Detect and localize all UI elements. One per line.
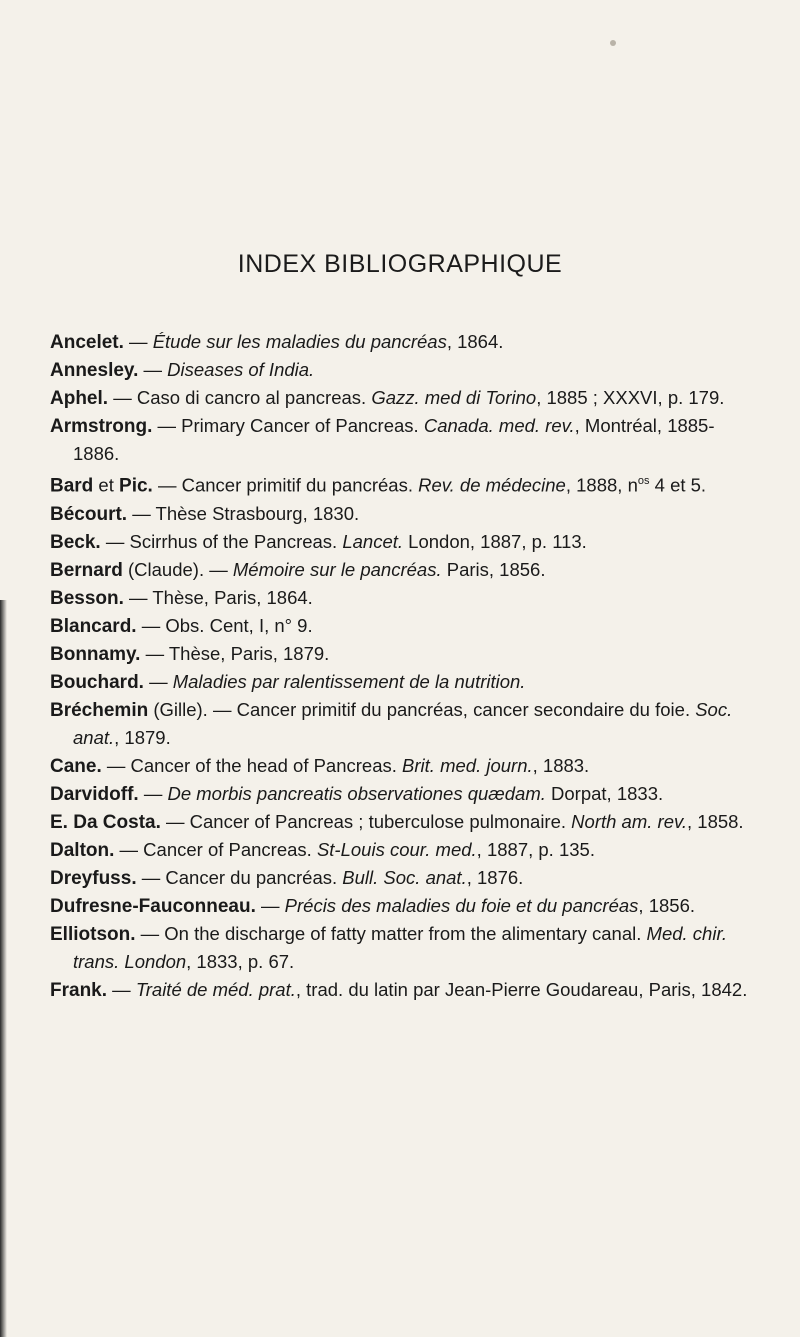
entry-text: — Primary Cancer of Pancreas. <box>152 415 424 436</box>
entry-title: Lancet. <box>342 530 404 552</box>
entry-text: , 1858. <box>687 810 744 832</box>
entry-text: (Claude). — <box>122 558 233 580</box>
paper-speck <box>610 40 616 46</box>
entry-text: — Caso di cancro al pancreas. <box>108 387 372 408</box>
bibliography-entry <box>50 412 750 468</box>
bibliography-entry <box>50 328 750 356</box>
entry-title: St-Louis cour. med. <box>316 838 477 860</box>
entry-author: Ancelet. <box>50 332 124 353</box>
bibliography-list <box>50 328 750 1004</box>
entry-text: — On the discharge of fatty matter from the alimentary canal. <box>135 922 647 944</box>
entry-title: Gazz. med di Torino <box>371 387 537 408</box>
bibliography-entry <box>50 500 750 528</box>
entry-title: Brit. med. journ. <box>402 754 533 776</box>
entry-text: — <box>143 670 173 692</box>
entry-title: De morbis pancreatis observationes quædam. <box>167 782 546 804</box>
entry-title: Soc. anat. <box>73 698 733 748</box>
entry-coauthor: Pic. <box>119 475 153 497</box>
bibliography-entry <box>50 808 750 836</box>
entry-text: et <box>93 474 120 496</box>
entry-author: E. Da Costa. <box>50 811 161 833</box>
entry-title: Bull. Soc. anat. <box>342 866 467 888</box>
bibliography-entry <box>50 752 750 780</box>
bibliography-entry <box>50 668 750 696</box>
page-title: INDEX BIBLIOGRAPHIQUE <box>237 250 563 278</box>
bibliography-entry <box>50 528 750 556</box>
entry-author: Blancard. <box>50 615 137 637</box>
entry-author: Aphel. <box>50 388 109 409</box>
entry-author: Annesley. <box>50 360 139 381</box>
entry-title: Étude sur les maladies du pancréas <box>152 331 447 352</box>
bibliography-entry <box>50 696 750 752</box>
entry-author: Besson. <box>50 587 124 609</box>
entry-author: Bécourt. <box>50 503 128 525</box>
entry-text: — Cancer of Pancreas ; tuberculose pulmonaire. <box>160 810 572 832</box>
bibliography-entry <box>50 356 750 384</box>
entry-text: — Cancer of Pancreas. <box>114 838 317 860</box>
entry-text: — Obs. Cent, I, n° 9. <box>136 614 313 636</box>
entry-text: — <box>138 782 168 804</box>
page-edge-shadow <box>0 600 7 1337</box>
bibliography-entry <box>50 384 750 412</box>
entry-text: , 1833, p. 67. <box>186 950 295 972</box>
entry-author: Darvidoff. <box>50 783 139 805</box>
bibliography-entry <box>50 556 750 584</box>
bibliography-entry <box>50 864 750 892</box>
entry-text: — <box>255 894 285 916</box>
entry-text: , 1856. <box>638 894 695 916</box>
entry-text: — Thèse Strasbourg, 1830. <box>127 502 360 524</box>
entry-text: — Scirrhus of the Pancreas. <box>100 530 343 552</box>
entry-author: Bréchemin <box>50 699 149 721</box>
entry-title: Traité de méd. prat. <box>135 978 296 1000</box>
entry-text: , 1887, p. 135. <box>476 838 595 860</box>
bibliography-entry <box>50 780 750 808</box>
entry-text: Dorpat, 1833. <box>545 782 664 804</box>
entry-text: — <box>123 331 153 352</box>
entry-text: , 1883. <box>532 754 590 776</box>
bibliography-entry <box>50 640 750 668</box>
entry-text: — Thèse, Paris, 1864. <box>123 586 313 608</box>
entry-title: Canada. med. rev. <box>423 415 575 436</box>
entry-title: Précis des maladies du foie et du pancréas <box>284 894 639 916</box>
bibliography-entry <box>50 892 750 920</box>
entry-author: Dreyfuss. <box>50 867 137 889</box>
entry-text: , 1885 ; XXXVI, p. 179. <box>536 387 725 408</box>
entry-title: North am. rev. <box>571 810 687 832</box>
entry-text: London, 1887, p. 113. <box>403 530 587 552</box>
entry-title: Rev. de médecine <box>418 474 566 496</box>
entry-title: Diseases of India. <box>167 359 315 380</box>
bibliography-entry <box>50 920 750 976</box>
bibliography-entry <box>50 584 750 612</box>
entry-text: , 1876. <box>466 866 524 888</box>
bibliography-entry <box>50 976 750 1004</box>
entry-text: — Cancer primitif du pancréas. <box>152 474 419 496</box>
entry-author: Cane. <box>50 755 102 777</box>
entry-text: — Thèse, Paris, 1879. <box>140 642 330 664</box>
entry-author: Bernard <box>50 559 123 581</box>
entry-text: , trad. du latin par Jean-Pierre Goudareau, Paris, 1842. <box>295 978 748 1000</box>
entry-text: Paris, 1856. <box>441 558 546 580</box>
entry-title: Maladies par ralentissement de la nutrition. <box>172 670 526 692</box>
entry-text: — Cancer du pancréas. <box>136 866 343 888</box>
entry-text: — Cancer of the head of Pancreas. <box>101 754 403 776</box>
entry-text: 4 et 5. <box>649 474 707 496</box>
entry-superscript: os <box>637 475 650 487</box>
entry-text: , 1879. <box>114 726 171 748</box>
entry-text: (Gille). — Cancer primitif du pancréas, cancer secondaire du foie. <box>148 698 696 720</box>
entry-text: , 1864. <box>446 331 504 352</box>
entry-text: , 1888, n <box>565 474 638 496</box>
entry-title: Med. chir. trans. London <box>73 922 728 972</box>
entry-title: Mémoire sur le pancréas. <box>232 558 442 580</box>
entry-text: , Montréal, 1885-1886. <box>73 415 715 464</box>
entry-author: Frank. <box>50 979 108 1001</box>
entry-author: Elliotson. <box>50 923 136 945</box>
entry-author: Beck. <box>50 531 101 553</box>
entry-author: Bard <box>50 475 94 497</box>
entry-author: Armstrong. <box>50 416 153 437</box>
entry-text: — <box>107 978 136 1000</box>
entry-author: Dufresne-Fauconneau. <box>50 895 256 917</box>
entry-text: — <box>138 359 168 380</box>
bibliography-entry <box>50 612 750 640</box>
bibliography-entry <box>50 468 750 500</box>
entry-author: Bouchard. <box>50 671 144 693</box>
entry-author: Bonnamy. <box>50 643 141 665</box>
entry-author: Dalton. <box>50 839 115 861</box>
bibliography-entry <box>50 836 750 864</box>
